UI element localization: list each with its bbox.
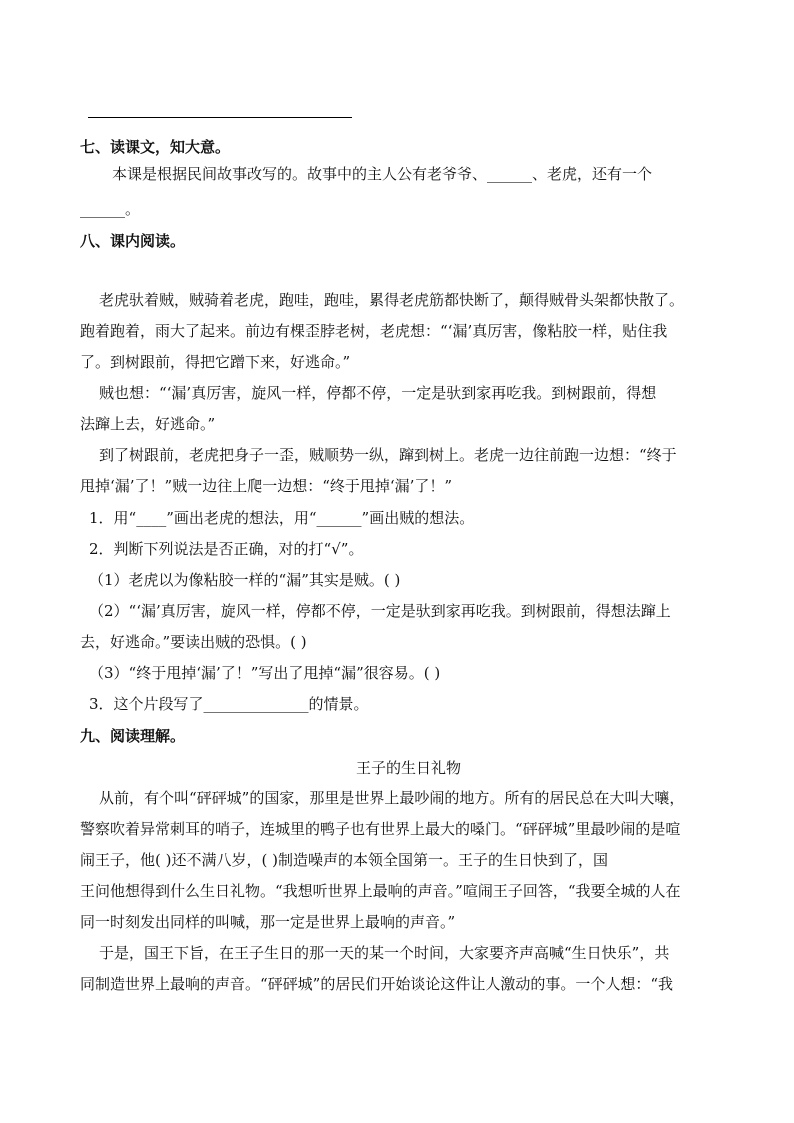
- question-8-2-2: （2）“‘漏’真厉害，旋风一样，停都不停，一定是驮到家再吃我。到树跟前，得想法蹿上: [89, 602, 671, 620]
- passage-8-line-5: 法蹿上去，好逃命。”: [80, 415, 216, 433]
- passage-8-line-6: 到了树跟前，老虎把身子一歪，贼顺势一纵，蹿到树上。老虎一边往前跑一边想：“终于: [99, 446, 677, 464]
- passage-8-line-3: 了。到树跟前，得把它蹭下来，好逃命。”: [80, 353, 351, 371]
- section-7-heading: 七、读课文，知大意。: [80, 138, 231, 156]
- question-8-1: 1．用“____”画出老虎的想法，用“______”画出贼的想法。: [89, 509, 475, 527]
- question-8-2-1: （1）老虎以为像粘胶一样的“漏”其实是贼。( ): [89, 571, 401, 589]
- passage-8-line-1: 老虎驮着贼，贼骑着老虎，跑哇，跑哇，累得老虎筋都快断了，颠得贼骨头架都快散了。: [99, 291, 685, 309]
- question-8-2-2-cont: 去，好逃命。”要读出贼的恐惧。( ): [80, 633, 307, 651]
- question-8-2: 2．判断下列说法是否正确，对的打“√”。: [89, 540, 364, 558]
- passage-9-line-1: 从前，有个叫“砰砰城”的国家，那里是世界上最吵闹的地方。所有的居民总在大叫大嚷，: [99, 789, 685, 807]
- story-title: 王子的生日礼物: [356, 759, 462, 777]
- section-9-heading: 九、阅读理解。: [80, 727, 186, 745]
- passage-9-line-5: 同一时刻发出同样的叫喊，那一定是世界上最响的声音。”: [80, 913, 456, 931]
- question-8-2-3: （3）“终于甩掉‘漏’了！”写出了甩掉“漏”很容易。( ): [89, 664, 441, 682]
- passage-8-line-2: 跑着跑着，雨大了起来。前边有棵歪脖老树，老虎想：“‘漏’真厉害，像粘胶一样，贴住我: [80, 322, 668, 340]
- question-8-3: 3．这个片段写了______________的情景。: [89, 695, 369, 713]
- passage-9-line-4: 王问他想得到什么生日礼物。“我想听世界上最响的声音。”喧闹王子回答，“我要全城的人在: [80, 882, 681, 900]
- answer-line: [88, 117, 352, 118]
- passage-9-line-2: 警察吹着异常刺耳的哨子，连城里的鸭子也有世界上最大的嗓门。“砰砰城”里最吵闹的是喧: [80, 820, 681, 838]
- section-7-line-1: 本课是根据民间故事改写的。故事中的主人公有老爷爷、______、老虎，还有一个: [112, 165, 653, 183]
- section-8-heading: 八、课内阅读。: [80, 232, 186, 250]
- passage-9-line-6: 于是，国王下旨，在王子生日的那一天的某一个时间，大家要齐声高喊“生日快乐”，共: [99, 944, 670, 962]
- passage-8-line-4: 贼也想：“‘漏’真厉害，旋风一样，停都不停，一定是驮到家再吃我。到树跟前，得想: [99, 384, 657, 402]
- passage-9-line-7: 同制造世界上最响的声音。“砰砰城”的居民们开始谈论这件让人激动的事。一个人想：“我: [80, 975, 674, 993]
- passage-9-line-3: 闹王子，他( )还不满八岁，( )制造噪声的本领全国第一。王子的生日快到了，国: [80, 851, 608, 869]
- passage-8-line-7: 甩掉‘漏’了！”贼一边往上爬一边想：“终于甩掉‘漏’了！”: [80, 477, 453, 495]
- section-7-line-2: ______。: [80, 200, 141, 218]
